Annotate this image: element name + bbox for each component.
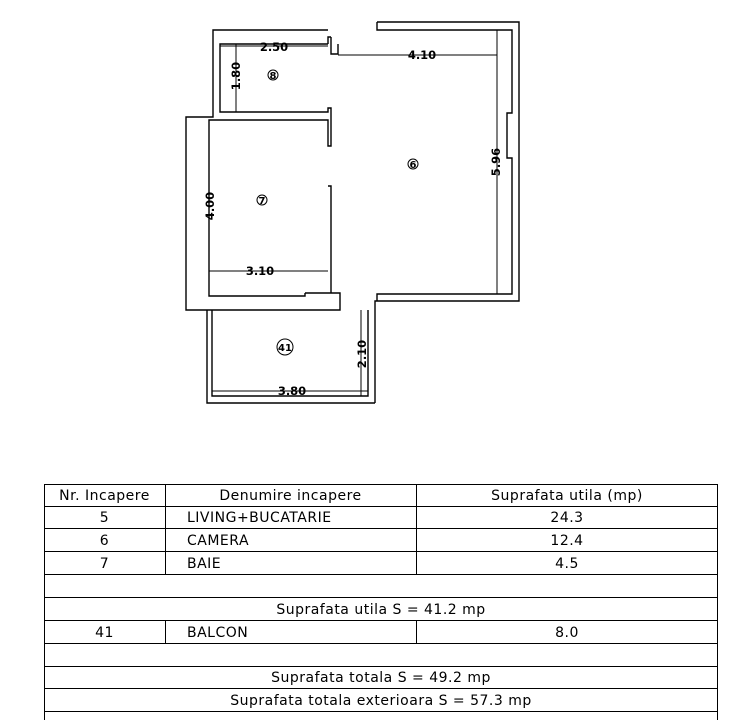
room-number: 8 <box>269 71 277 82</box>
room-nr: 5 <box>99 510 110 526</box>
dim-label: 3.10 <box>245 264 275 278</box>
room-nr: 7 <box>99 555 110 572</box>
dim-label: 1.80 <box>229 61 243 91</box>
header-area: Suprafata utila (mp) <box>491 488 643 504</box>
table-row <box>44 528 718 552</box>
total-exterior-row <box>44 688 718 712</box>
table-row <box>44 551 718 575</box>
room-name: BALCON <box>187 624 249 641</box>
total-exterior-area: Suprafata totala exterioara S = 57.3 mp <box>230 692 532 709</box>
room-nr: 41 <box>95 624 114 641</box>
dim-label: 2.50 <box>259 40 289 54</box>
dim-label: 2.10 <box>355 339 369 369</box>
entry-wall <box>331 37 338 54</box>
room-number: 7 <box>258 196 266 207</box>
table-empty-row <box>44 574 718 598</box>
inner-wall-c <box>328 186 331 293</box>
dim-label: 5.96 <box>489 147 503 177</box>
table-empty-row <box>44 643 718 667</box>
total-row <box>44 666 718 689</box>
dim-label: 3.80 <box>277 384 307 398</box>
room-area: 12.4 <box>550 532 584 549</box>
room-number: 41 <box>278 343 292 354</box>
header-name: Denumire incapere <box>219 488 362 504</box>
room-name: LIVING+BUCATARIE <box>187 510 332 526</box>
table-row <box>44 620 718 644</box>
useful-total-row <box>44 597 718 621</box>
room-area: 24.3 <box>550 510 584 526</box>
table-row <box>44 506 718 529</box>
room-name: BAIE <box>187 555 222 572</box>
room-area: 4.5 <box>555 555 579 572</box>
useful-total: Suprafata utila S = 41.2 mp <box>276 601 486 618</box>
room-number: 6 <box>409 160 417 171</box>
dim-label: 4.00 <box>203 191 217 221</box>
room-nr: 6 <box>99 532 110 549</box>
area-table <box>44 484 718 720</box>
dim-label: 4.10 <box>407 48 437 62</box>
room-markers <box>257 70 418 355</box>
room-name: CAMERA <box>187 532 250 549</box>
table-header-row <box>44 484 718 507</box>
header-nr: Nr. Incapere <box>59 488 150 504</box>
room-area: 8.0 <box>555 624 579 641</box>
total-area: Suprafata totala S = 49.2 mp <box>271 670 491 686</box>
dimension-lines <box>209 30 497 396</box>
